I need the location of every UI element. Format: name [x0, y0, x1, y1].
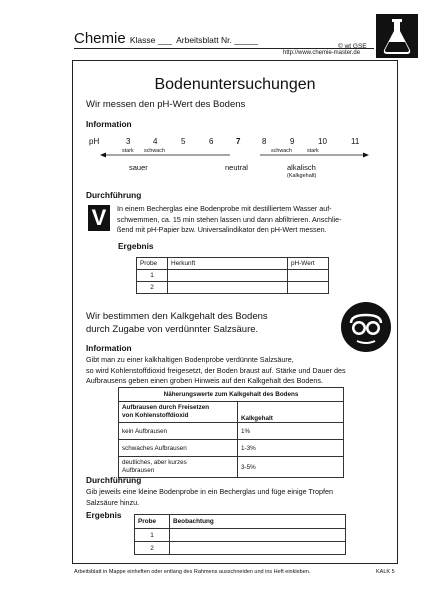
- page-title: Bodenuntersuchungen: [154, 76, 316, 93]
- schwach-left-label: schwach: [144, 148, 165, 154]
- header-divider: [74, 48, 374, 49]
- ph-result-table: [136, 257, 329, 294]
- arbeitsblatt-label: Arbeitsblatt Nr. _____: [176, 35, 258, 45]
- ph-number: 8: [262, 137, 267, 146]
- footer-code: KALK 5: [376, 569, 395, 575]
- section1-ergebnis-label: Ergebnis: [118, 241, 154, 251]
- ph-number: 5: [181, 137, 186, 146]
- table-cell: kein Aufbrausen: [119, 423, 238, 440]
- copyright-text: © wt GSE: [338, 43, 367, 50]
- section1-procedure: [117, 204, 397, 236]
- info-line: Gibt man zu einer kalkhaltigen Bodenprobe verdünnte Salzsäure,: [86, 355, 294, 364]
- section2-info-text: [86, 355, 396, 387]
- section2-info-label: Information: [86, 343, 132, 353]
- table-cell: 1: [137, 270, 168, 282]
- table-cell: 1%: [238, 423, 344, 440]
- procedure-line: In einem Becherglas eine Bodenprobe mit destilliertem Wasser auf-: [117, 204, 332, 213]
- website-url: http://www.chemie-master.de: [283, 50, 361, 56]
- section1-info-label: Information: [86, 119, 132, 129]
- table-cell-line: Aufbrausen: [122, 467, 155, 474]
- table-cell[interactable]: [170, 542, 346, 555]
- stark-left-label: stark: [122, 148, 134, 154]
- right-arrow-icon: [363, 153, 369, 158]
- table-cell: schwaches Aufbrausen: [119, 440, 238, 457]
- table-header: Kalkgehalt: [238, 402, 344, 423]
- table-cell: 3-5%: [238, 457, 344, 478]
- procedure-line: schwemmen, ca. 15 min stehen lassen und dann abfiltrieren. Anschlie-: [117, 214, 342, 224]
- procedure-line: ßend mit pH-Papier bzw. Universalindikator den pH-Wert messen.: [117, 225, 327, 234]
- ph-number: 4: [153, 137, 158, 146]
- table-row: [119, 440, 344, 457]
- table-cell: 2: [137, 282, 168, 294]
- table-cell: 1-3%: [238, 440, 344, 457]
- table-row: [137, 282, 329, 294]
- table-header: Herkunft: [168, 258, 288, 270]
- table-title: Näherungswerte zum Kalkgehalt des Bodens: [119, 388, 344, 402]
- ph-label: pH: [89, 137, 100, 146]
- ph-number: 3: [126, 137, 131, 146]
- section2-ergebnis-label: Ergebnis: [86, 510, 122, 520]
- ph-number: 6: [209, 137, 214, 146]
- flask-logo-icon: [376, 14, 418, 58]
- table-row: [119, 423, 344, 440]
- footer-note: Arbeitsblatt in Mappe einheften oder entlang des Rahmens ausschneiden und ins Heft einkleben.: [74, 569, 311, 575]
- table-cell-line: deutliches, aber kurzes: [122, 459, 187, 466]
- table-row: [135, 542, 346, 555]
- section1-durchfuehrung-label: Durchführung: [86, 190, 142, 200]
- table-header-row: [135, 515, 346, 529]
- table-header-row: [119, 402, 344, 423]
- kalkgehalt-table: [118, 387, 344, 478]
- ph-number: 10: [318, 137, 327, 146]
- section2-heading-line: Wir bestimmen den Kalkgehalt des Bodens: [86, 311, 268, 322]
- klasse-label: Klasse ___: [129, 35, 172, 45]
- section2-heading-line: durch Zugabe von verdünnter Salzsäure.: [86, 324, 259, 335]
- procedure-line: Salzsäure hinzu.: [86, 497, 140, 507]
- table-header: Probe: [137, 258, 168, 270]
- table-cell[interactable]: [288, 270, 329, 282]
- header-title: [74, 30, 258, 47]
- section2-heading: [86, 310, 268, 336]
- table-header-line: von Kohlenstoffdioxid: [122, 412, 189, 419]
- ph-arrows: [100, 150, 370, 160]
- table-cell[interactable]: [288, 282, 329, 294]
- table-cell: 2: [135, 542, 170, 555]
- procedure-line: Gib jeweils eine kleine Bodenprobe in ein Becherglas und füge einige Tropfen: [86, 487, 333, 496]
- table-title-row: [119, 388, 344, 402]
- table-header-row: [137, 258, 329, 270]
- subject-label: Chemie: [74, 30, 126, 47]
- safety-goggles-icon: [340, 301, 392, 353]
- table-row: [119, 457, 344, 478]
- ph-number-neutral: 7: [236, 137, 241, 146]
- table-row: [137, 270, 329, 282]
- table-header: Beobachtung: [170, 515, 346, 529]
- alkalisch-label: alkalisch: [287, 163, 316, 172]
- ph-number: 9: [290, 137, 295, 146]
- table-cell: 1: [135, 529, 170, 542]
- v-badge-icon: V: [88, 205, 110, 231]
- table-header: pH-Wert: [288, 258, 329, 270]
- table-header-line: Aufbrausen durch Freisetzen: [122, 404, 210, 411]
- observation-table: [134, 514, 346, 555]
- ph-number: 11: [351, 137, 360, 146]
- table-cell[interactable]: [170, 529, 346, 542]
- info-line: Aufbrausens geben einen groben Hinweis auf den Kalkgehalt des Bodens.: [86, 376, 323, 385]
- section2-procedure: [86, 487, 396, 508]
- info-line: so wird Kohlenstoffdioxid freigesetzt, der Boden braust auf. Stärke und Dauer des: [86, 365, 346, 375]
- neutral-label: neutral: [225, 163, 248, 172]
- table-row: [135, 529, 346, 542]
- schwach-right-label: schwach: [271, 148, 292, 154]
- stark-right-label: stark: [307, 148, 319, 154]
- table-cell[interactable]: [168, 282, 288, 294]
- section2-durchfuehrung-label: Durchführung: [86, 475, 142, 485]
- table-cell[interactable]: [168, 270, 288, 282]
- sauer-label: sauer: [129, 163, 148, 172]
- kalkgehalt-label: (Kalkgehalt): [287, 173, 317, 179]
- table-header: Probe: [135, 515, 170, 529]
- table-header: [119, 402, 238, 423]
- section1-heading: Wir messen den pH-Wert des Bodens: [86, 99, 246, 110]
- left-arrow-icon: [100, 153, 106, 158]
